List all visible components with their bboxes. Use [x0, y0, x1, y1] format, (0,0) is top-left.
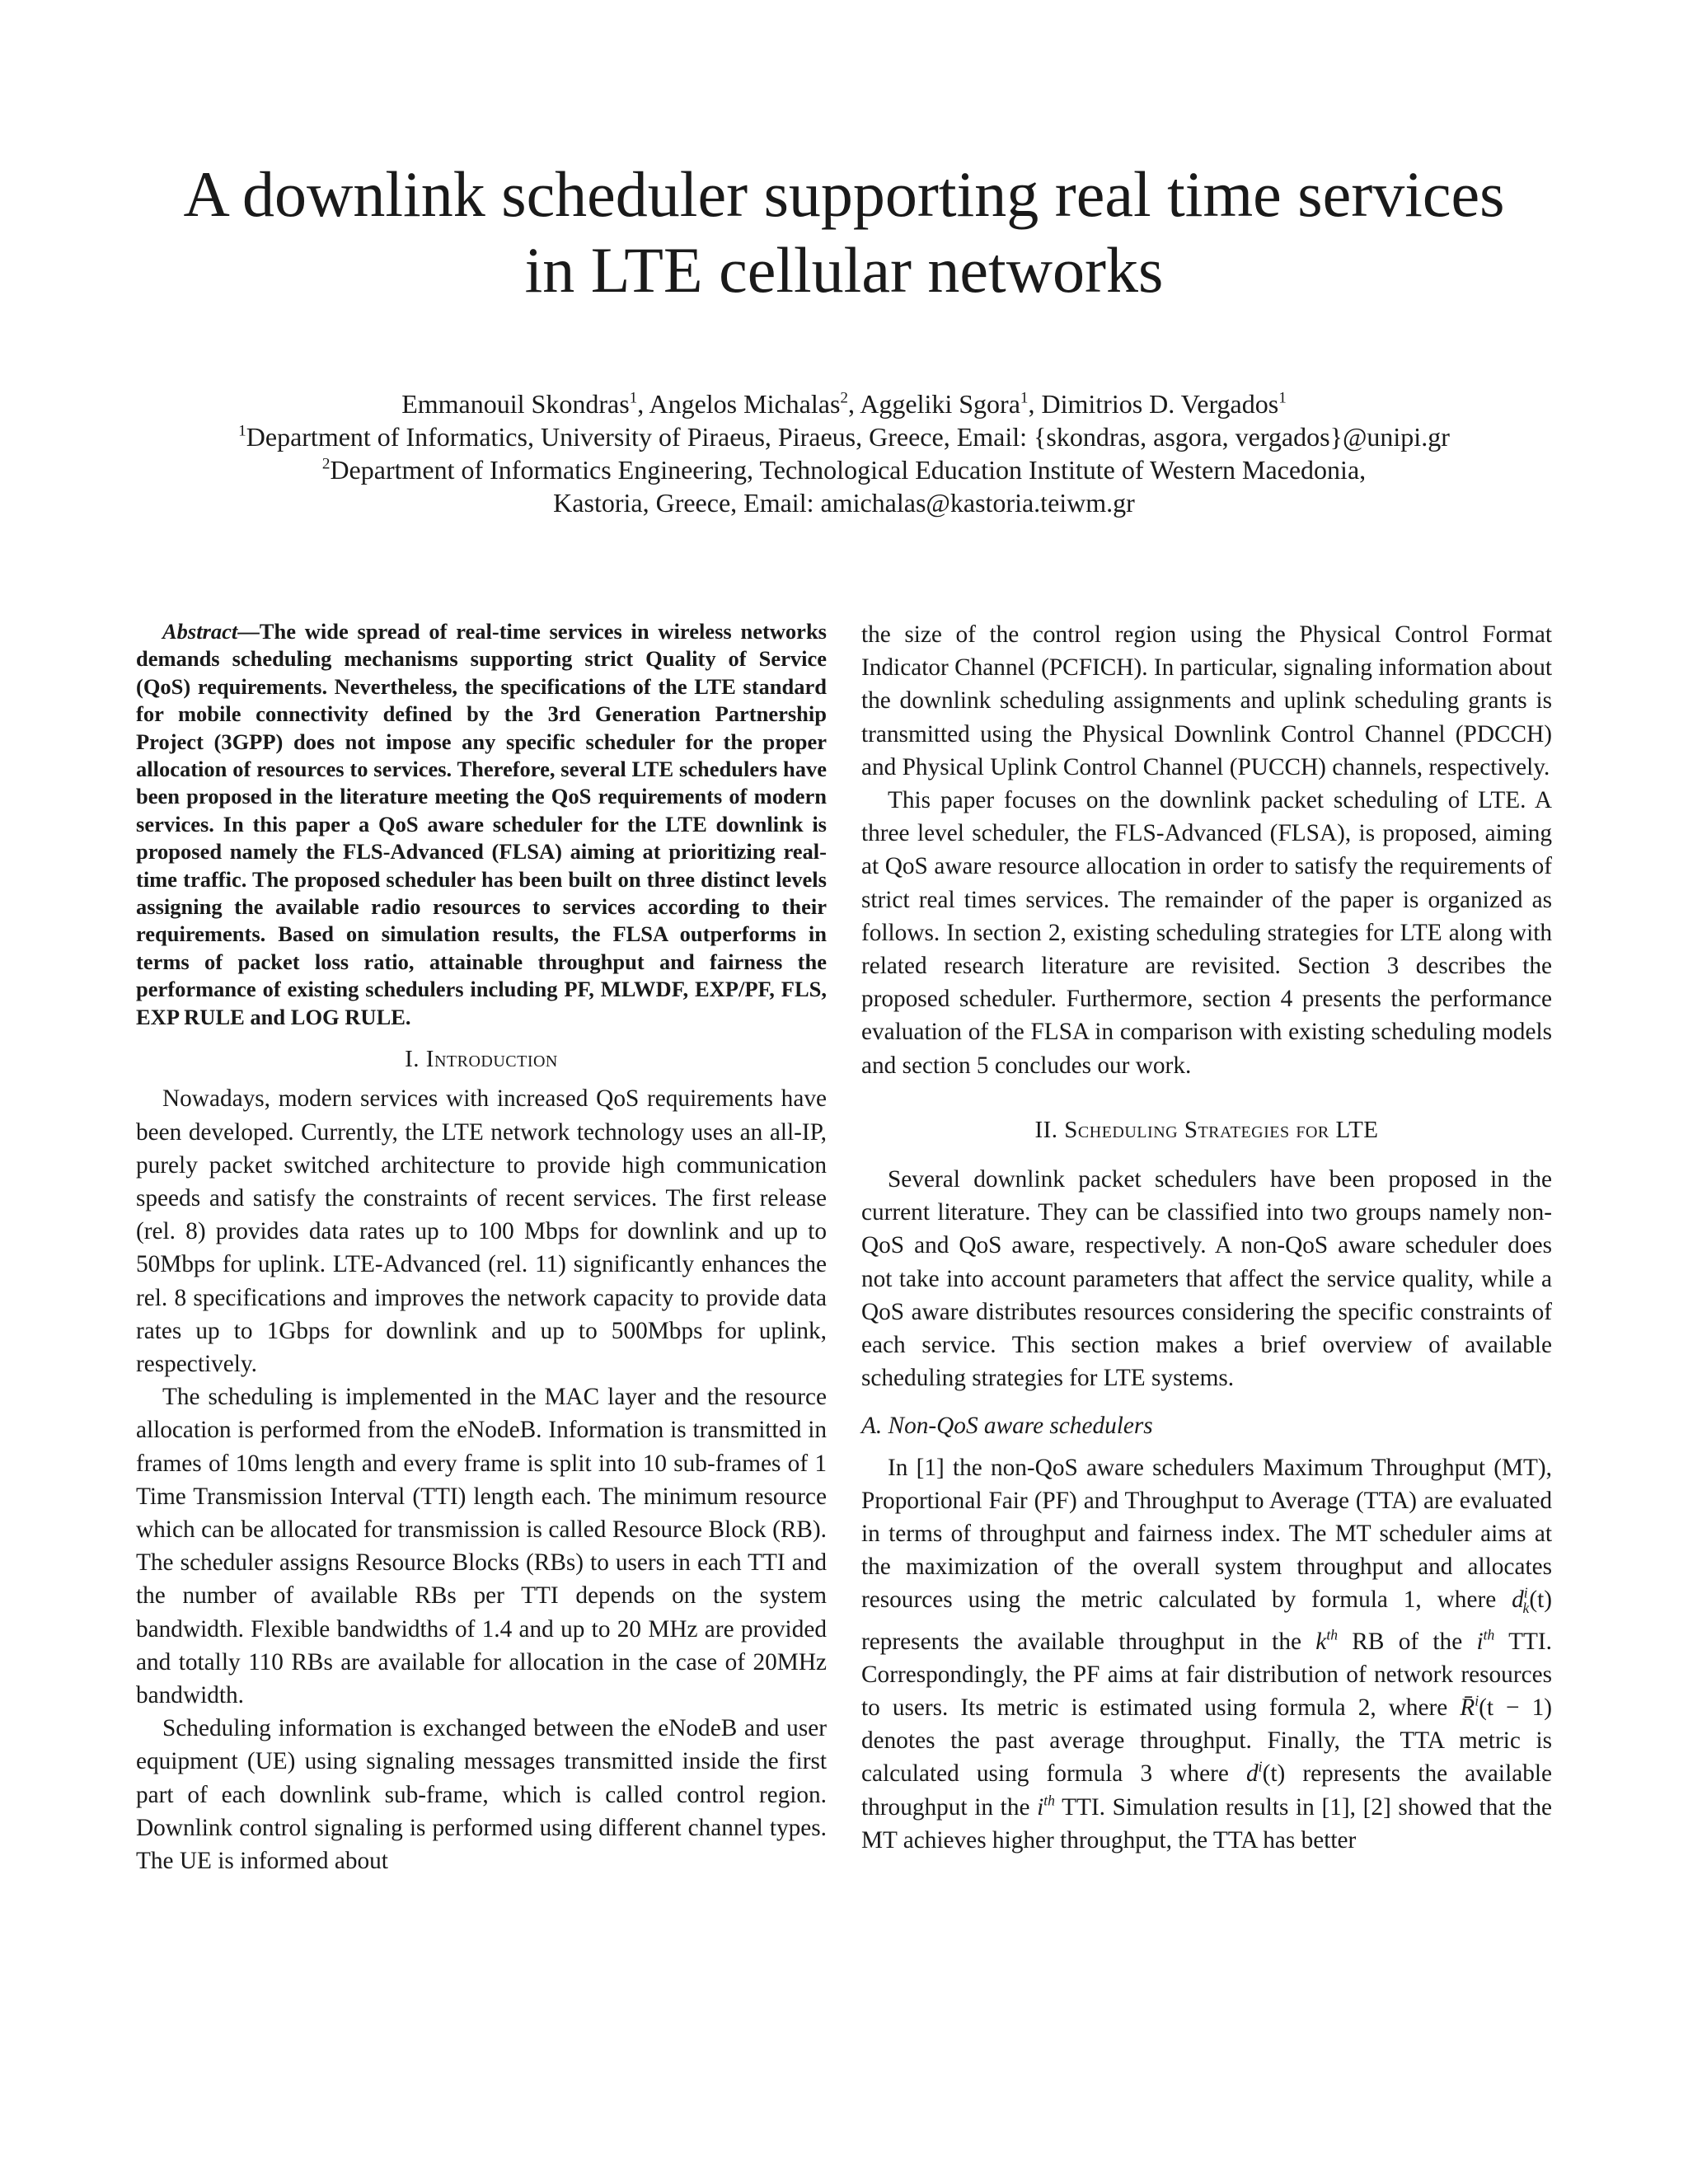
text-run: represents the available throughput in the	[861, 1760, 1552, 1821]
paragraph: Nowadays, modern services with increased QoS requirements have been developed. Currently, the LTE network technology uses an all-IP, purely packet switched architecture to provide high communication speeds and satisfy the constraints of recent services. The first release (rel. 8) provides data rates up to 100 Mbps for downlink and up to 50Mbps for uplink. LTE-Advanced (rel. 11) significantly enhances the rel. 8 specifications and improves the network capacity to provide data rates up to 1Gbps for downlink and up to 500Mbps for uplink, respectively.	[136, 1085, 827, 1377]
math-i-th	[1476, 1626, 1495, 1655]
affiliation-2-cont: Kastoria, Greece, Email: amichalas@kastoria.teiwm.gr	[553, 488, 1135, 518]
affiliation-marker: 2	[840, 389, 849, 407]
abstract	[136, 618, 827, 1031]
affiliation-text: Department of Informatics Engineering, Technological Education Institute of Western Macedonia,	[330, 455, 1367, 485]
section-heading-introduction	[136, 1043, 827, 1076]
affiliation-marker: 1	[1020, 389, 1029, 407]
text-run: In [1] the non-QoS aware schedulers Maximum Throughput (MT), Proportional Fair (PF) and Throughput to Average (TTA) are evaluated in terms of throughput and fairness index. The MT scheduler aims at the maximization of the overall system throughput and allocates resources using the metric calculated by formula 1, where	[861, 1454, 1552, 1614]
title-line-1: A downlink scheduler supporting real time services	[183, 158, 1505, 230]
section-heading-scheduling	[861, 1113, 1552, 1146]
text-run: TTI. Correspondingly, the PF aims at fair distribution of network resources to users. Its metric is estimated using formula 2, where	[861, 1628, 1552, 1721]
math-r-bar	[1460, 1694, 1552, 1721]
left-column	[136, 618, 827, 1877]
title-line-2: in LTE cellular networks	[524, 234, 1164, 306]
math-d-i	[1246, 1760, 1285, 1787]
math-superscript: th	[1043, 1792, 1055, 1809]
math-symbol: R̄	[1460, 1694, 1475, 1721]
math-superscript: i	[1523, 1585, 1528, 1602]
paragraph: The scheduling is implemented in the MAC layer and the resource allocation is performed from the eNodeB. Information is transmitted in frames of 10ms length and every frame is split into 10 sub-frames of 1 Time Transmission Interval (TTI) length each. The minimum resource which can be allocated for transmission is called Resource Block (RB). The scheduler assigns Resource Blocks (RBs) to users in each TTI and the number of available RBs per TTI depends on the system bandwidth. Flexible bandwidths of 1.4 and up to 20 MHz are provided and totally 110 RBs are available for allocation in the case of 20MHz bandwidth.	[136, 1384, 827, 1708]
paragraph: the size of the control region using the Physical Control Format Indicator Channel (PCFICH). In particular, signaling information about the downlink scheduling assignments and uplink scheduling grants is transmitted using the Physical Downlink Control Channel (PDCCH) and Physical Uplink Control Channel (PUCCH) channels, respectively.	[861, 621, 1552, 780]
right-column	[861, 618, 1552, 1857]
author-name: Angelos Michalas	[649, 389, 841, 419]
math-k-th	[1315, 1626, 1338, 1655]
math-arg: (t)	[1529, 1586, 1552, 1614]
author-names: Emmanouil Skondras$^1$, Angelos Michalas$^2$, Aggeliki Sgora$^1$, Dimitrios D. Vergados$^1$	[401, 389, 1287, 419]
paragraph: Scheduling information is exchanged between the eNodeB and user equipment (UE) using signaling messages transmitted inside the first part of each downlink sub-frame, which is called control region. Downlink control signaling is performed using different channel types. The UE is informed about	[136, 1715, 827, 1874]
text-run: RB of the	[1338, 1628, 1477, 1655]
section-number: I.	[405, 1046, 426, 1073]
math-superscript: th	[1483, 1626, 1495, 1643]
author-name: Emmanouil Skondras	[401, 389, 630, 419]
affiliation-marker: 1	[1278, 389, 1287, 407]
text-run: TTI. Simulation results in [1], [2] showed that the MT achieves higher throughput, the TTA has better	[861, 1793, 1552, 1854]
math-symbol: i	[1476, 1628, 1484, 1655]
math-d-k-i	[1512, 1585, 1552, 1617]
math-symbol: d	[1512, 1586, 1524, 1614]
text-run: represents the available throughput in the	[861, 1628, 1316, 1655]
affiliation-marker: 1	[629, 389, 638, 407]
affiliation-marker: 2	[321, 455, 331, 473]
math-i-th	[1037, 1794, 1055, 1821]
math-symbol: d	[1246, 1760, 1259, 1788]
affiliation-1	[99, 420, 1589, 453]
paragraph: Several downlink packet schedulers have been proposed in the current literature. They can be classified into two groups namely non-QoS and QoS aware, respectively. A non-QoS aware scheduler does not take into account parameters that affect the service quality, while a QoS aware distributes resources considering the specific constraints of each service. This section makes a brief overview of available scheduling strategies for LTE systems.	[861, 1166, 1552, 1392]
author-block	[99, 387, 1589, 519]
math-symbol: k	[1315, 1628, 1327, 1655]
paragraph	[861, 1451, 1552, 1857]
math-superscript: i	[1258, 1758, 1263, 1775]
section-number: II.	[1034, 1116, 1065, 1143]
abstract-label: Abstract	[162, 619, 238, 644]
author-name: Aggeliki Sgora	[860, 389, 1020, 419]
math-arg: (t)	[1262, 1760, 1286, 1788]
author-name: Dimitrios D. Vergados	[1041, 389, 1279, 419]
paper-title	[99, 157, 1589, 308]
math-symbol: i	[1037, 1793, 1044, 1821]
math-subscript: k	[1522, 1600, 1530, 1617]
paragraph: This paper focuses on the downlink packet scheduling of LTE. A three level scheduler, the FLS-Advanced (FLSA), is proposed, aiming at QoS aware resource allocation in order to satisfy the requirements of strict real times services. The remainder of the paper is organized as follows. In section 2, existing scheduling strategies for LTE along with related research literature are revisited. Section 3 describes the proposed scheduler. Furthermore, section 4 presents the performance evaluation of the FLSA in comparison with existing scheduling models and section 5 concludes our work.	[861, 787, 1552, 1079]
math-superscript: i	[1475, 1692, 1479, 1709]
subsection-heading: A. Non-QoS aware schedulers	[861, 1413, 1153, 1440]
abstract-text: —The wide spread of real-time services in wireless networks demands scheduling mechanisms supporting strict Quality of Service (QoS) requirements. Nevertheless, the specifications of the LTE standard for mobile connectivity defined by the 3rd Generation Partnership Project (3GPP) does not impose any specific scheduler for the proper allocation of resources to services. Therefore, several LTE schedulers have been proposed in the literature meeting the QoS requirements of modern services. In this paper a QoS aware scheduler for the LTE downlink is proposed namely the FLS-Advanced (FLSA) aiming at prioritizing real-time traffic. The proposed scheduler has been built on three distinct levels assigning the available radio resources to services according to their requirements. Based on simulation results, the FLSA outperforms in terms of packet loss ratio, attainable throughput and fairness the performance of existing schedulers including PF, MLWDF, EXP/PF, FLS, EXP RULE and LOG RULE.	[136, 619, 827, 1029]
math-arg: (t − 1)	[1479, 1694, 1552, 1721]
affiliation-marker: 1	[238, 422, 246, 440]
section-title: Introduction	[425, 1046, 558, 1073]
text-run: denotes the past average throughput. Finally, the TTA metric is calculated using formula 3 where	[861, 1727, 1552, 1788]
affiliation-2	[99, 453, 1589, 486]
math-superscript: th	[1326, 1626, 1338, 1643]
affiliation-text: Department of Informatics, University of Piraeus, Piraeus, Greece, Email: {skondras, asgora, vergados}@unipi.gr	[246, 422, 1450, 452]
section-title: Scheduling Strategies for LTE	[1064, 1116, 1379, 1143]
